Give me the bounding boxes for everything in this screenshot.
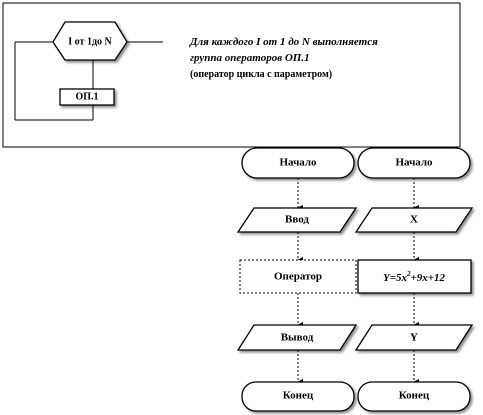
loop-hexagon-label: I от 1до N <box>68 36 112 48</box>
formula-y-eq: Y=5x <box>382 272 407 284</box>
formula-exponent: 2 <box>406 270 411 278</box>
loop-description-line3: (оператор цикла с параметром) <box>190 69 333 80</box>
input-label-right: X <box>410 213 418 226</box>
flowchart-right <box>356 148 472 411</box>
process-label: Оператор <box>274 270 322 283</box>
end-label: Конец <box>282 389 314 402</box>
loop-description-line2: группа операторов ОП.1 <box>190 52 310 64</box>
input-label: Ввод <box>285 213 309 226</box>
output-label: Вывод <box>280 331 314 344</box>
start-label-right: Начало <box>395 156 433 169</box>
start-label: Начало <box>279 156 317 169</box>
end-label-right: Конец <box>398 389 430 402</box>
formula-label <box>383 270 446 284</box>
loop-panel <box>3 3 460 147</box>
formula-rest: +9x+12 <box>410 272 446 284</box>
loop-description-line1: Для каждого I от 1 до N выполняется <box>190 36 378 48</box>
loop-body-label: ОП.1 <box>75 91 99 103</box>
output-label-right: Y <box>410 331 418 344</box>
flowchart-left <box>238 148 356 411</box>
